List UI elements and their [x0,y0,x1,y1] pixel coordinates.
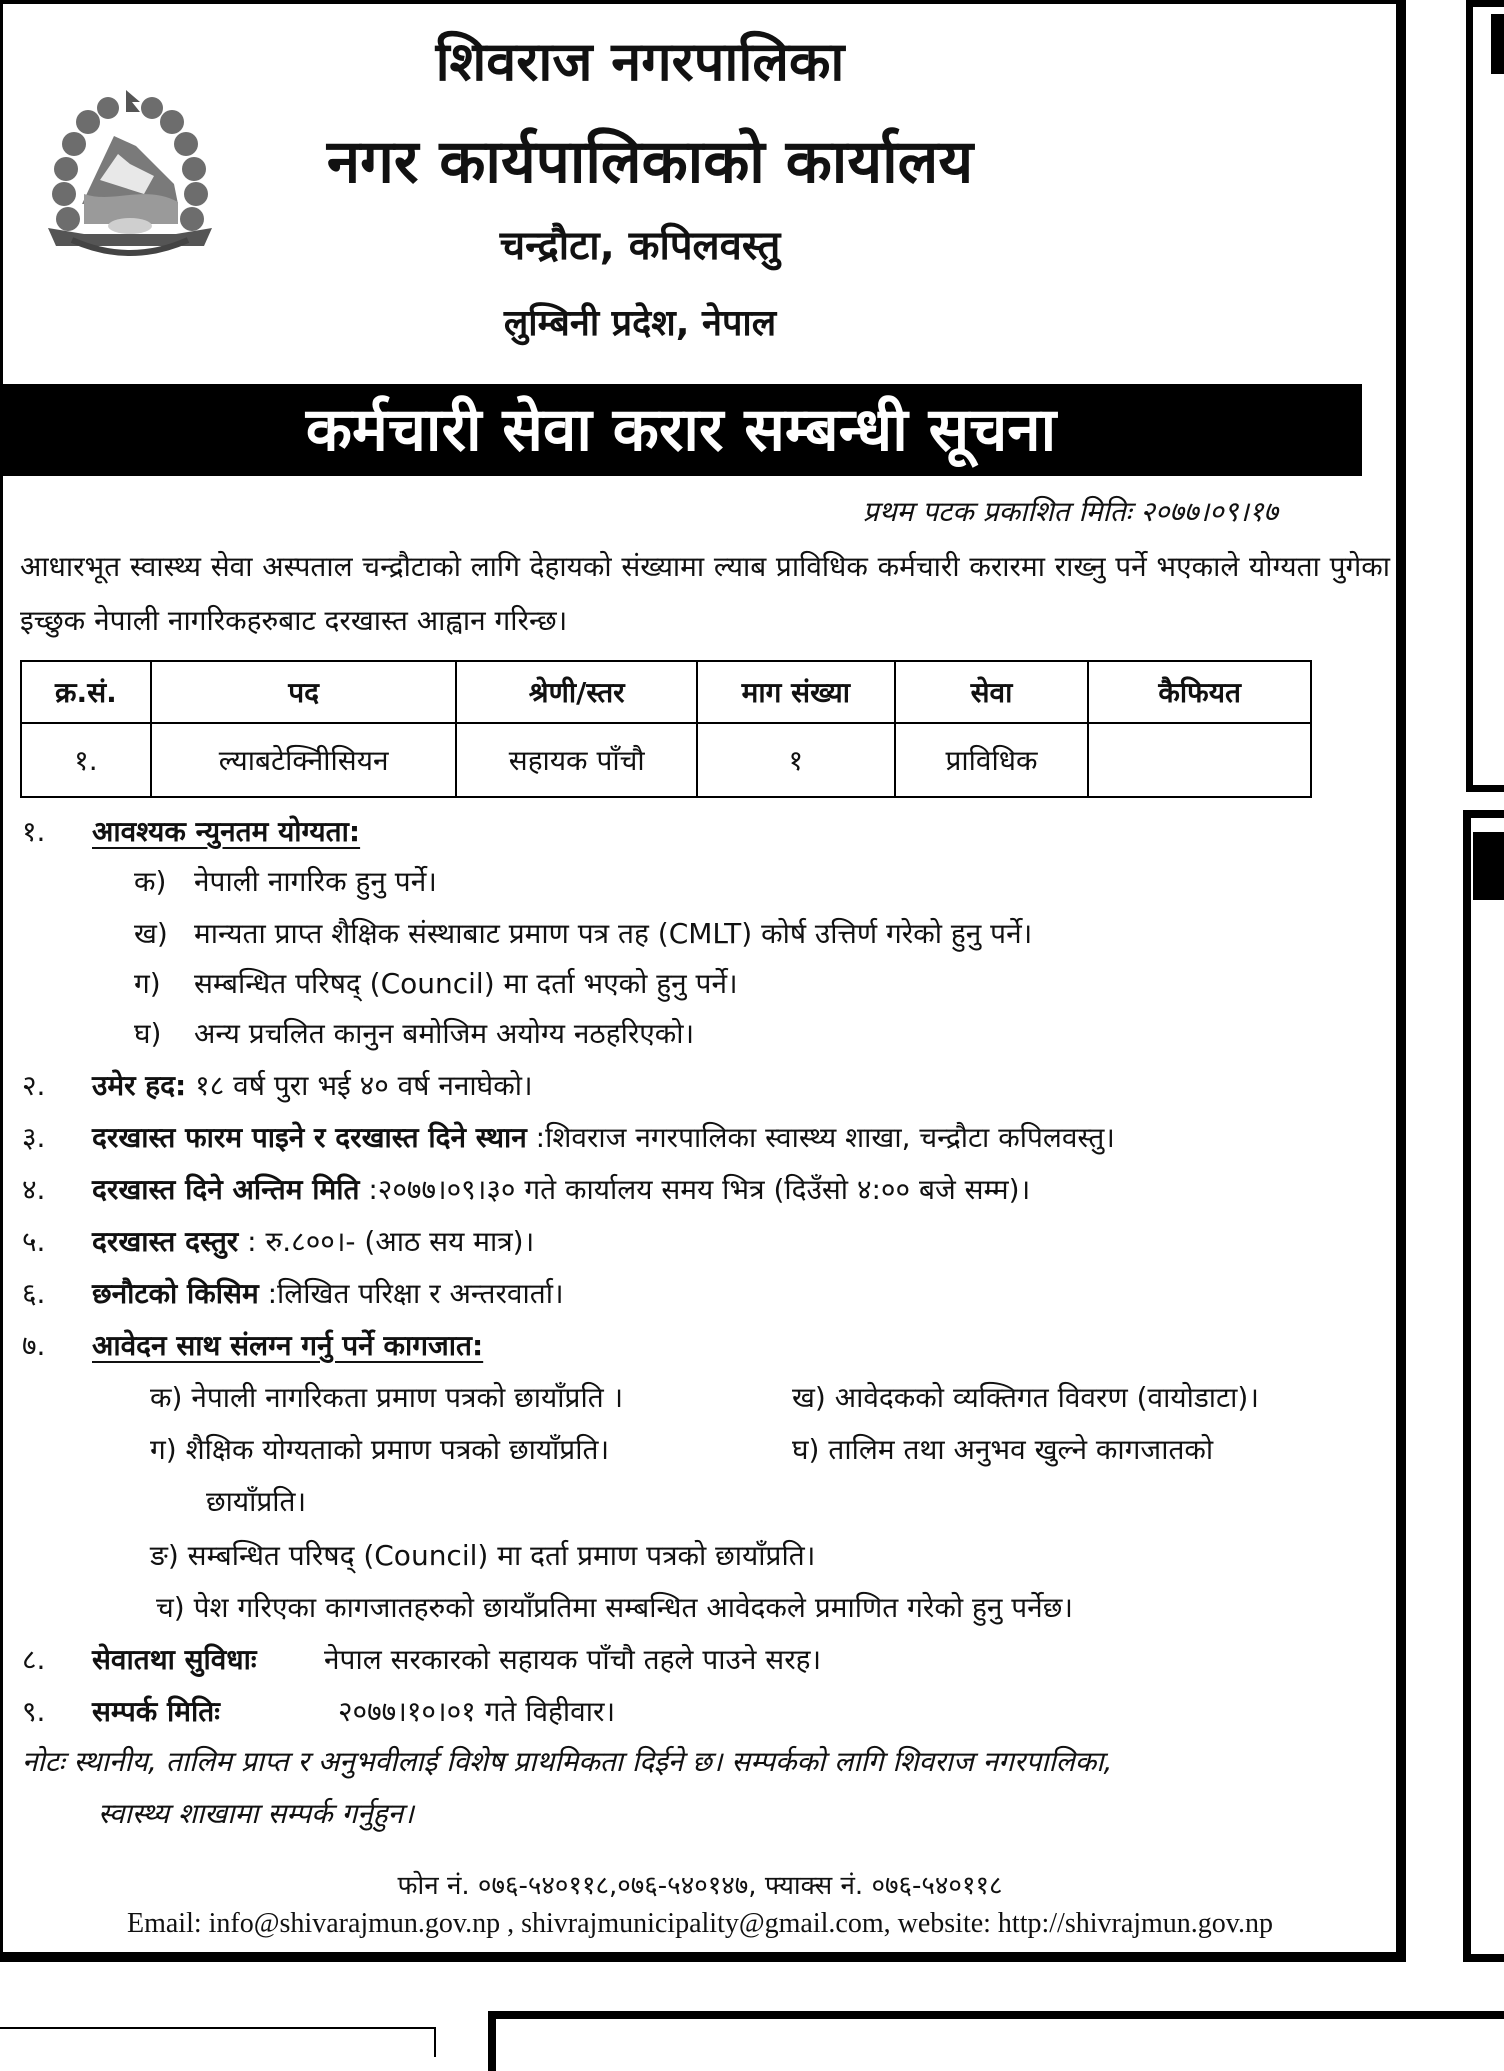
section-application-place [22,1118,1115,1158]
section-number: ४. [22,1173,46,1206]
list-item-continued [206,1482,306,1522]
publication-date-label: प्रथम पटक प्रकाशित मितिः [862,495,1132,528]
section-title: आवेदन साथ संलग्न गर्नु पर्ने कागजात: [92,1329,484,1362]
adjacent-panel-top [1466,0,1504,792]
col-header-level: श्रेणी/स्तर [456,661,697,723]
list-item [134,1014,694,1054]
section-number: ८. [22,1643,46,1676]
item-label: ख) [134,917,168,950]
section-number: ३. [22,1121,46,1154]
section-number: ६. [22,1277,46,1310]
section-contact-date [22,1692,615,1732]
item-label: घ) [134,1017,162,1050]
municipality-name: शिवराज नगरपालिका [435,30,845,93]
section-title: छनौटको किसिम [92,1277,259,1310]
section-age-limit [22,1066,533,1106]
phone-fax: फोन नं. ०७६-५४०११८,०७६-५४०१४७, फ्याक्स नं. ०७६-५४०११८ [397,1871,1003,1901]
list-item [134,914,1032,954]
list-item [134,862,437,902]
section-number: ७. [22,1329,46,1362]
section-text: १८ वर्ष पुरा भई ४० वर्ष ननाघेको। [195,1069,533,1102]
section-selection-type [22,1274,564,1314]
office-location: चन्द्रौटा, कपिलवस्तु [499,223,781,269]
intro-paragraph: आधारभूत स्वास्थ्य सेवा अस्पताल चन्द्रौटाको लागि देहायको संख्यामा ल्याब प्राविधिक कर्मचारी करारमा राख्नु पर्ने भएकाले योग्यता पुगेका इच्छुक नेपाली नागरिकहरुबाट दरखास्त आह्वान गरिन्छ। [20,550,1390,637]
section-text: नेपाल सरकारको सहायक पाँचौ तहले पाउने सरह। [324,1643,822,1676]
section-facilities [22,1640,821,1680]
cell-serial: १. [21,723,151,797]
item-text: तालिम तथा अनुभव खुल्ने कागजातको [828,1433,1214,1466]
adjacent-panel-top-bar [1491,14,1504,74]
section-title: उमेर हद: [92,1069,187,1102]
section-qualification [22,812,360,852]
section-text: :२०७७।०९।३० गते कार्यालय समय भित्र (दिउँसो ४:०० बजे सम्म)। [368,1173,1031,1206]
note-line-1: नोटः स्थानीय, तालिम प्राप्त र अनुभवीलाई विशेष प्राथमिकता दिईने छ। सम्पर्कको लागि शिवराज नगरपालिका, [22,1745,1113,1778]
cell-level: सहायक पाँचौ [456,723,697,797]
email-website: Email: info@shivarajmun.gov.np , shivrajmunicipality@gmail.com, website: http://shivrajmun.gov.np [126,1908,1273,1939]
section-title: दरखास्त दस्तुर [92,1225,239,1258]
col-header-serial: क्र.सं. [21,661,151,723]
item-label: क) [134,865,167,898]
section-text: :लिखित परिक्षा र अन्तरवार्ता। [267,1277,564,1310]
item-label: घ) [792,1433,820,1466]
section-text: : रु.८००।- (आठ सय मात्र)। [247,1225,535,1258]
list-item [150,1378,623,1418]
list-item [150,1430,609,1470]
section-number: ९. [22,1695,46,1728]
item-text: पेश गरिएका कागजातहरुको छायाँप्रतिमा सम्बन्धित आवेदकले प्रमाणित गरेको हुनु पर्नेछ। [193,1591,1073,1624]
section-title: आवश्यक न्युनतम योग्यता: [92,815,361,848]
list-item [156,1588,1073,1628]
cell-post: ल्याबटेक्निीसियन [151,723,457,797]
item-label: ख) [792,1381,826,1414]
item-text: नेपाली नागरिकता प्रमाण पत्रको छायाँप्रति । [191,1381,624,1414]
section-documents [22,1326,483,1366]
adjacent-panel-middle [1463,810,1504,1962]
vacancy-table [20,660,1312,798]
item-text: छायाँप्रति। [206,1485,307,1518]
item-text: अन्य प्रचलित कानुन बमोजिम अयोग्य नठहरिएको। [194,1017,695,1050]
item-text: सम्बन्धित परिषद् (Council) मा दर्ता प्रमाण पत्रको छायाँप्रति। [187,1539,816,1572]
table-row [21,723,1311,797]
note-line-2: स्वास्थ्य शाखामा सम्पर्क गर्नुहुन। [98,1797,414,1830]
item-text: सम्बन्धित परिषद् (Council) मा दर्ता भएको हुनु पर्ने। [194,967,738,1000]
item-text: मान्यता प्राप्त शैक्षिक संस्थाबाट प्रमाण पत्र तह (CMLT) कोर्ष उत्तिर्ण गरेको हुनु पर्ने। [194,917,1033,950]
section-title: दरखास्त दिने अन्तिम मिति [92,1173,360,1206]
section-number: ५. [22,1225,46,1258]
col-header-demand: माग संख्या [697,661,895,723]
section-title: दरखास्त फारम पाइने र दरखास्त दिने स्थान [92,1121,527,1154]
section-number: २. [22,1069,46,1102]
publication-date [863,492,1278,532]
table-header-row [21,661,1311,723]
col-header-service: सेवा [895,661,1089,723]
item-label: ग) [150,1433,177,1466]
section-fee [22,1222,534,1262]
item-label: क) [150,1381,183,1414]
list-item [792,1430,1213,1470]
col-header-remarks: कैफियत [1088,661,1311,723]
section-text: २०७७।१०।०१ गते विहीवार। [338,1695,616,1728]
publication-date-value: २०७७।०९।१७ [1140,495,1278,528]
section-title: सेवातथा सुविधाः [92,1643,257,1676]
office-name: नगर कार्यपालिकाको कार्यालय [326,127,974,197]
notice-title-banner: कर्मचारी सेवा करार सम्बन्धी सूचना [0,384,1362,476]
item-label: ङ) [150,1539,179,1572]
office-province: लुम्बिनी प्रदेश, नेपाल [503,303,777,344]
item-text: शैक्षिक योग्यताको प्रमाण पत्रको छायाँप्रति। [185,1433,610,1466]
item-label: ग) [134,967,161,1000]
section-title: सम्पर्क मितिः [92,1695,220,1728]
section-deadline [22,1170,1030,1210]
adjacent-panel-bottom-left [0,2027,436,2057]
list-item [150,1536,815,1576]
cell-demand: १ [697,723,895,797]
col-header-post: पद [151,661,457,723]
item-label: च) [156,1591,185,1624]
adjacent-panel-bottom-right [488,2011,1504,2071]
section-text: :शिवराज नगरपालिका स्वास्थ्य शाखा, चन्द्रौटा कपिलवस्तु। [535,1121,1115,1154]
cell-remarks [1088,723,1311,797]
list-item [792,1378,1259,1418]
item-text: आवेदकको व्यक्तिगत विवरण (वायोडाटा)। [834,1381,1259,1414]
list-item [134,964,738,1004]
cell-service: प्राविधिक [895,723,1089,797]
section-number: १. [22,815,46,848]
item-text: नेपाली नागरिक हुनु पर्ने। [194,865,437,898]
adjacent-panel-middle-bar [1473,832,1504,900]
